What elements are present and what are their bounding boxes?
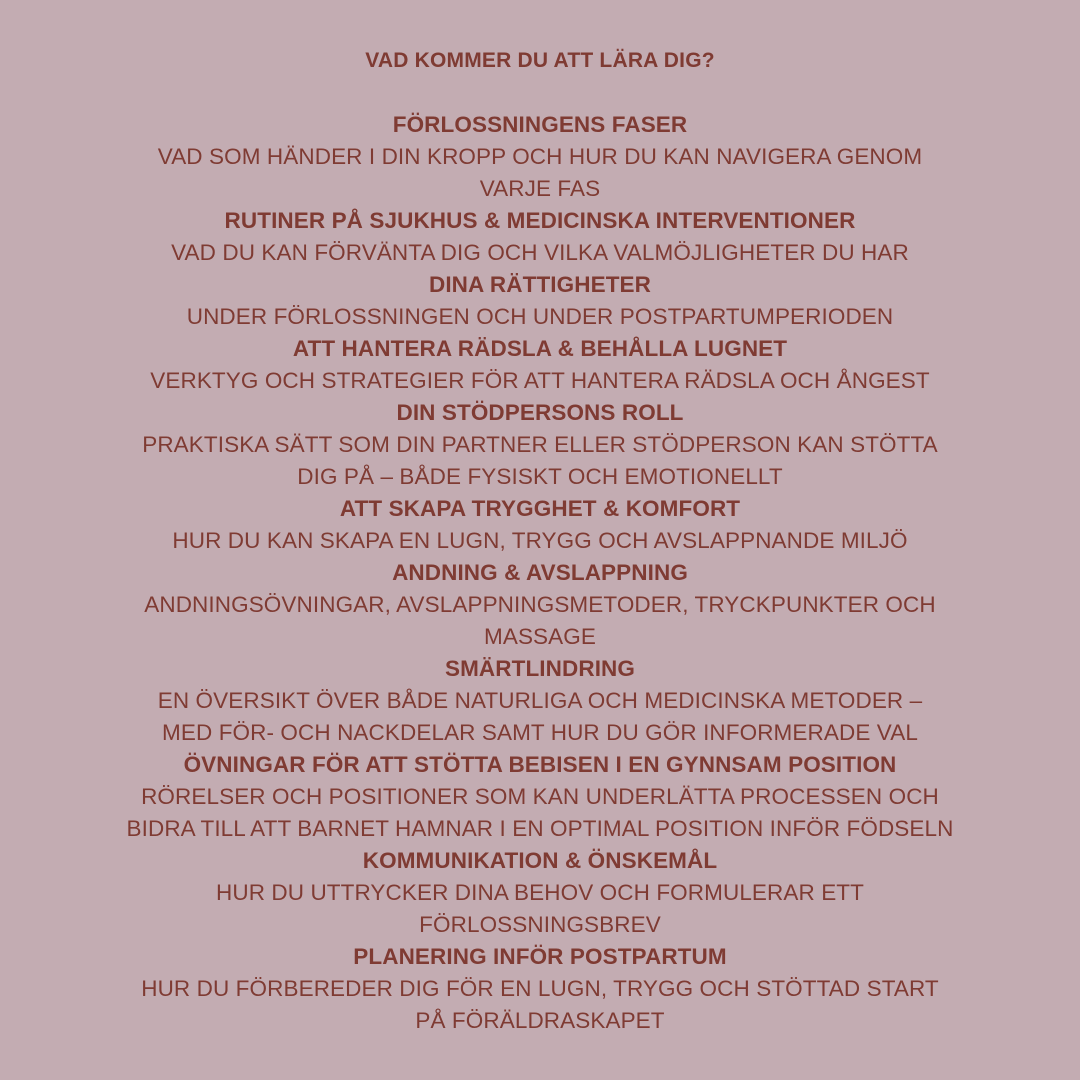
topic-title: SMÄRTLINDRING — [444, 656, 636, 681]
page-title: VAD KOMMER DU ATT LÄRA DIG? — [365, 49, 715, 72]
topic-item — [0, 205, 1080, 269]
topic-description-line: VAD SOM HÄNDER I DIN KROPP OCH HUR DU KAN NAVIGERA GENOM — [157, 144, 923, 169]
topic-title: DINA RÄTTIGHETER — [428, 272, 651, 297]
topic-title: PLANERING INFÖR POSTPARTUM — [353, 944, 727, 969]
topic-item — [0, 493, 1080, 557]
topic-description-line: EN ÖVERSIKT ÖVER BÅDE NATURLIGA OCH MEDICINSKA METODER – — [157, 688, 923, 713]
topic-item — [0, 749, 1080, 845]
topic-item — [0, 109, 1080, 205]
topic-title: ATT SKAPA TRYGGHET & KOMFORT — [339, 496, 741, 521]
topic-description-line: RÖRELSER OCH POSITIONER SOM KAN UNDERLÄTTA PROCESSEN OCH — [141, 784, 939, 809]
topic-description-line: FÖRLOSSNINGSBREV — [419, 912, 661, 937]
topic-description-line: ANDNINGSÖVNINGAR, AVSLAPPNINGSMETODER, TRYCKPUNKTER OCH — [144, 592, 936, 617]
topic-description-line: UNDER FÖRLOSSNINGEN OCH UNDER POSTPARTUMPERIODEN — [186, 304, 894, 329]
topic-description-line: MASSAGE — [484, 624, 596, 649]
topic-item — [0, 333, 1080, 397]
topic-description-line: MED FÖR- OCH NACKDELAR SAMT HUR DU GÖR INFORMERADE VAL — [162, 720, 918, 745]
topic-description-line: PÅ FÖRÄLDRASKAPET — [415, 1008, 665, 1033]
topic-description-line: HUR DU FÖRBEREDER DIG FÖR EN LUGN, TRYGG OCH STÖTTAD START — [141, 976, 939, 1001]
topic-item — [0, 557, 1080, 653]
topic-title: DIN STÖDPERSONS ROLL — [396, 400, 684, 425]
topic-title: FÖRLOSSNINGENS FASER — [392, 112, 688, 137]
topic-description-line: PRAKTISKA SÄTT SOM DIN PARTNER ELLER STÖDPERSON KAN STÖTTA — [142, 432, 938, 457]
topic-description-line: BIDRA TILL ATT BARNET HAMNAR I EN OPTIMAL POSITION INFÖR FÖDSELN — [126, 816, 954, 841]
topic-description-line: VAD DU KAN FÖRVÄNTA DIG OCH VILKA VALMÖJLIGHETER DU HAR — [171, 240, 909, 265]
topic-description-line: HUR DU UTTRYCKER DINA BEHOV OCH FORMULERAR ETT — [216, 880, 864, 905]
topic-description-line: HUR DU KAN SKAPA EN LUGN, TRYGG OCH AVSLAPPNANDE MILJÖ — [172, 528, 908, 553]
topic-item — [0, 653, 1080, 749]
topic-item — [0, 397, 1080, 493]
topic-item — [0, 269, 1080, 333]
topic-item — [0, 845, 1080, 941]
topic-title: RUTINER PÅ SJUKHUS & MEDICINSKA INTERVENTIONER — [224, 208, 856, 233]
topic-title: ANDNING & AVSLAPPNING — [392, 560, 688, 585]
topic-description-line: DIG PÅ – BÅDE FYSISKT OCH EMOTIONELLT — [297, 464, 783, 489]
topic-title: ÖVNINGAR FÖR ATT STÖTTA BEBISEN I EN GYNNSAM POSITION — [183, 752, 897, 777]
topic-item — [0, 941, 1080, 1037]
topic-description-line: VARJE FAS — [479, 176, 601, 201]
topic-title: ATT HANTERA RÄDSLA & BEHÅLLA LUGNET — [292, 336, 788, 361]
topic-description-line: VERKTYG OCH STRATEGIER FÖR ATT HANTERA RÄDSLA OCH ÅNGEST — [150, 368, 930, 393]
topic-title: KOMMUNIKATION & ÖNSKEMÅL — [362, 848, 718, 873]
topic-list — [0, 109, 1080, 1037]
